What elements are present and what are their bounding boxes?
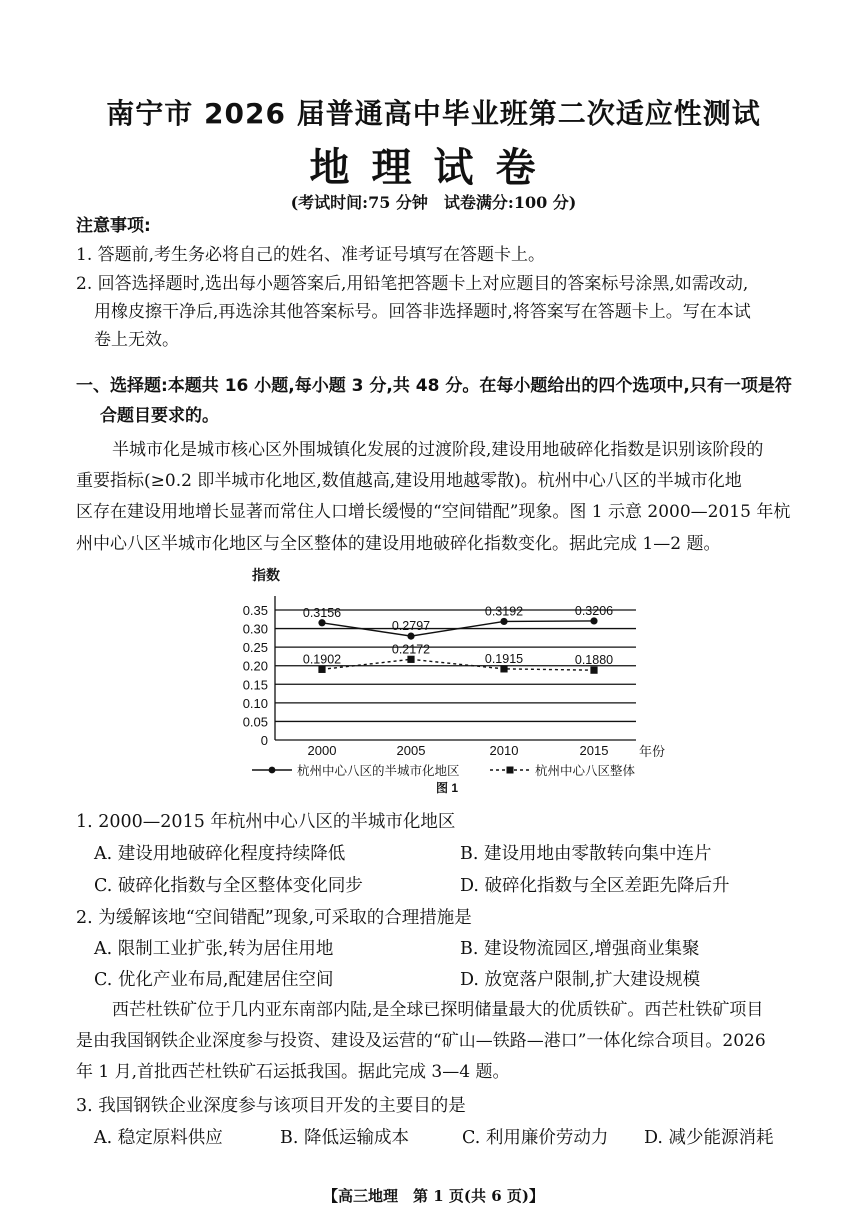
q3-option-c[interactable]: C. 利用廉价劳动力	[462, 1128, 609, 1148]
notice-item-1: 1. 答题前,考生务必将自己的姓名、准考证号填写在答题卡上。	[76, 245, 546, 265]
passage1-line3: 区存在建设用地增长显著而常住人口增长缓慢的“空间错配”现象。图 1 示意 2000—2015 年杭	[76, 502, 791, 522]
legend-label: 杭州中心八区整体	[535, 764, 636, 778]
section-heading-line2: 合题目要求的。	[100, 406, 219, 426]
q1-stem: 1. 2000—2015 年杭州中心八区的半城市化地区	[76, 812, 456, 832]
data-point	[407, 633, 414, 640]
passage1-line2: 重要指标(≥0.2 即半城市化地区,数值越高,建设用地越零散)。杭州中心八区的半城市化地	[76, 471, 742, 491]
q3-stem: 3. 我国钢铁企业深度参与该项目开发的主要目的是	[76, 1096, 466, 1116]
y-tick-label: 0	[260, 733, 268, 748]
notice-item-2-line2: 用橡皮擦干净后,再选涂其他答案标号。回答非选择题时,将答案写在答题卡上。写在本试	[94, 302, 751, 322]
y-tick-label: 0.05	[242, 714, 268, 730]
exam-info: (考试时间:75 分钟 试卷满分:100 分)	[290, 193, 577, 212]
y-axis-label: 指数	[252, 567, 280, 583]
q2-option-d[interactable]: D. 放宽落户限制,扩大建设规模	[460, 970, 701, 990]
chart-series	[303, 604, 613, 674]
y-tick-label: 0.35	[242, 603, 268, 618]
legend-label: 杭州中心八区的半城市化地区	[297, 764, 460, 778]
q1-option-d[interactable]: D. 破碎化指数与全区差距先降后升	[460, 876, 730, 896]
subject-title: 地理试卷	[309, 145, 558, 191]
data-label: 0.2797	[391, 619, 431, 634]
x-axis-label: 年份	[639, 744, 666, 759]
data-point	[407, 656, 414, 663]
series-line	[322, 659, 594, 670]
data-point	[318, 666, 325, 673]
y-tick-label: 0.15	[242, 677, 268, 693]
y-tick-label: 0.10	[242, 695, 268, 711]
q3-option-b[interactable]: B. 降低运输成本	[280, 1128, 409, 1148]
legend-marker	[269, 767, 276, 774]
data-label: 0.1915	[484, 651, 524, 666]
q1-option-b[interactable]: B. 建设用地由零散转向集中连片	[460, 844, 712, 864]
data-label: 0.3206	[574, 603, 614, 618]
exam-title: 南宁市 2026 届普通高中毕业班第二次适应性测试	[106, 97, 761, 130]
data-label: 0.3192	[484, 604, 524, 619]
x-tick-label: 2015	[579, 743, 609, 758]
passage2-line2: 是由我国钢铁企业深度参与投资、建设及运营的“矿山—铁路—港口”一体化综合项目。2026	[76, 1031, 766, 1051]
q2-option-c[interactable]: C. 优化产业布局,配建居住空间	[94, 970, 334, 990]
q2-stem: 2. 为缓解该地“空间错配”现象,可采取的合理措施是	[76, 908, 472, 928]
data-point	[590, 617, 597, 624]
x-tick-label: 2000	[307, 743, 337, 758]
notice-heading: 注意事项:	[76, 216, 151, 236]
q3-option-a[interactable]: A. 稳定原料供应	[94, 1128, 223, 1148]
figure-1-line-chart	[0, 560, 867, 800]
passage2-line1: 西芒杜铁矿位于几内亚东南部内陆,是全球已探明储量最大的优质铁矿。西芒杜铁矿项目	[112, 1000, 764, 1020]
x-tick-labels	[308, 743, 665, 759]
y-tick-label: 0.25	[242, 640, 268, 656]
data-point	[590, 667, 597, 674]
section-heading-line1: 一、选择题:本题共 16 小题,每小题 3 分,共 48 分。在每小题给出的四个选项中,只有一项是符	[76, 376, 792, 396]
passage2-line3: 年 1 月,首批西芒杜铁矿石运抵我国。据此完成 3—4 题。	[76, 1062, 510, 1082]
data-label: 0.3156	[302, 605, 342, 620]
data-label: 0.2172	[391, 642, 431, 657]
chart-legend	[252, 763, 636, 795]
data-point	[500, 665, 507, 672]
notice-item-2-line1: 2. 回答选择题时,选出每小题答案后,用铅笔把答题卡上对应题目的答案标号涂黑,如需改动,	[76, 274, 749, 294]
q2-option-b[interactable]: B. 建设物流园区,增强商业集聚	[460, 939, 700, 959]
data-point	[318, 619, 325, 626]
data-label: 0.1902	[302, 652, 342, 667]
q1-option-c[interactable]: C. 破碎化指数与全区整体变化同步	[94, 876, 363, 896]
passage1-line1: 半城市化是城市核心区外围城镇化发展的过渡阶段,建设用地破碎化指数是识别该阶段的	[112, 440, 764, 460]
x-tick-label: 2005	[396, 743, 426, 758]
data-label: 0.1880	[574, 653, 614, 668]
q1-option-a[interactable]: A. 建设用地破碎化程度持续降低	[94, 844, 346, 864]
q3-option-d[interactable]: D. 减少能源消耗	[644, 1128, 774, 1148]
notice-item-2-line3: 卷上无效。	[94, 330, 179, 350]
figure-caption: 图 1	[435, 781, 459, 795]
page-footer: 【高三地理 第 1 页(共 6 页)】	[323, 1187, 544, 1205]
data-point	[500, 618, 507, 625]
y-tick-label: 0.20	[242, 658, 268, 674]
x-tick-label: 2010	[489, 743, 519, 758]
y-tick-label: 0.30	[242, 621, 268, 637]
legend-marker	[507, 767, 514, 774]
q2-option-a[interactable]: A. 限制工业扩张,转为居住用地	[94, 939, 334, 959]
passage1-line4: 州中心八区半城市化地区与全区整体的建设用地破碎化指数变化。据此完成 1—2 题。	[76, 534, 721, 554]
